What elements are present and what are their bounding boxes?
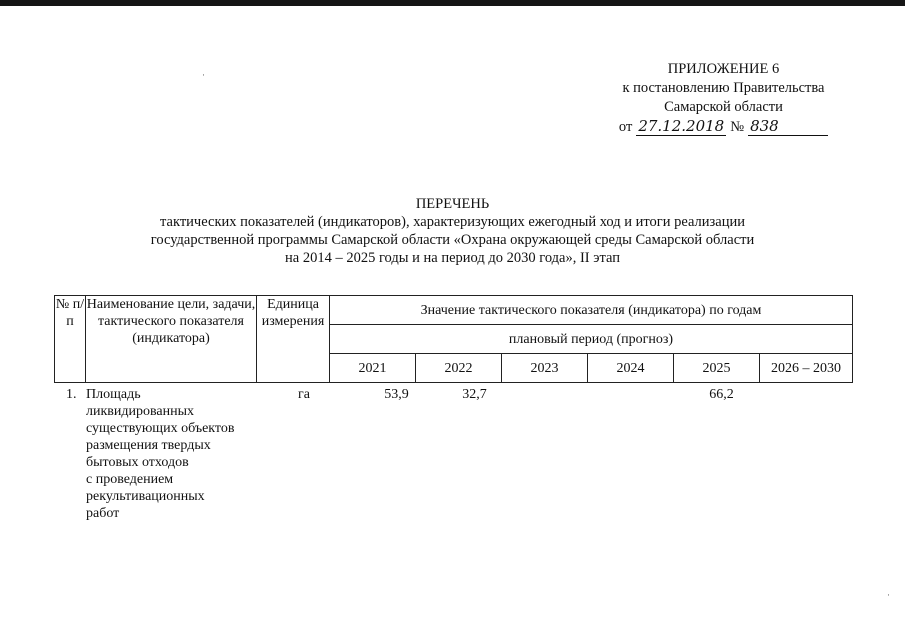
row-name-line: с проведением bbox=[86, 472, 174, 487]
header-year: 2024 bbox=[588, 354, 674, 383]
row-name-line: существующих объектов bbox=[86, 421, 235, 436]
appendix-line-2: Самарской области bbox=[664, 99, 783, 115]
row-indicator-name bbox=[86, 386, 258, 522]
row-value-2022: 32,7 bbox=[462, 387, 487, 402]
header-year: 2022 bbox=[416, 354, 502, 383]
appendix-heading: ПРИЛОЖЕНИЕ 6 bbox=[667, 61, 780, 77]
row-name-line: рекультивационных bbox=[86, 489, 205, 504]
header-planned-period: плановый период (прогноз) bbox=[330, 325, 853, 354]
document-title bbox=[60, 195, 845, 267]
row-value-2025: 66,2 bbox=[709, 387, 734, 402]
row-unit: га bbox=[298, 387, 310, 402]
title-heading: ПЕРЕЧЕНЬ bbox=[415, 196, 490, 212]
title-line-1: тактических показателей (индикаторов), характеризующих ежегодный ход и итоги реализации bbox=[160, 214, 745, 230]
title-line-2: государственной программы Самарской области «Охрана окружающей среды Самарской области bbox=[150, 232, 755, 248]
header-unit: Единица измерения bbox=[257, 296, 330, 383]
indicators-table bbox=[54, 295, 853, 383]
row-number: 1. bbox=[66, 387, 77, 402]
header-number: № п/п bbox=[55, 296, 86, 383]
appendix-line-1: к постановлению Правительства bbox=[622, 80, 825, 96]
header-name: Наименование цели, задачи, тактического показателя (индикатора) bbox=[86, 296, 257, 383]
title-line-3: на 2014 – 2025 годы и на период до 2030 года», II этап bbox=[285, 250, 620, 266]
handwritten-date: 27.12.2018 bbox=[638, 117, 725, 135]
from-label: от bbox=[618, 119, 633, 135]
appendix-block bbox=[596, 60, 851, 137]
handwritten-number: 838 bbox=[748, 118, 828, 136]
header-year: 2025 bbox=[674, 354, 760, 383]
header-year: 2023 bbox=[502, 354, 588, 383]
scan-speck: · bbox=[202, 70, 205, 80]
number-label: № bbox=[730, 119, 745, 135]
resolution-date-number bbox=[596, 118, 851, 137]
row-name-line: Площадь bbox=[86, 387, 141, 402]
row-name-line: размещения твердых bbox=[86, 438, 211, 453]
header-year: 2026 – 2030 bbox=[760, 354, 853, 383]
row-name-line: ликвидированных bbox=[86, 404, 195, 419]
row-name-line: работ bbox=[86, 506, 120, 521]
header-year: 2021 bbox=[330, 354, 416, 383]
scan-top-border bbox=[0, 0, 905, 6]
header-value-by-years: Значение тактического показателя (индикатора) по годам bbox=[330, 296, 853, 325]
scan-speck: · bbox=[887, 590, 890, 600]
row-name-line: бытовых отходов bbox=[86, 455, 189, 470]
row-value-2021: 53,9 bbox=[384, 387, 409, 402]
